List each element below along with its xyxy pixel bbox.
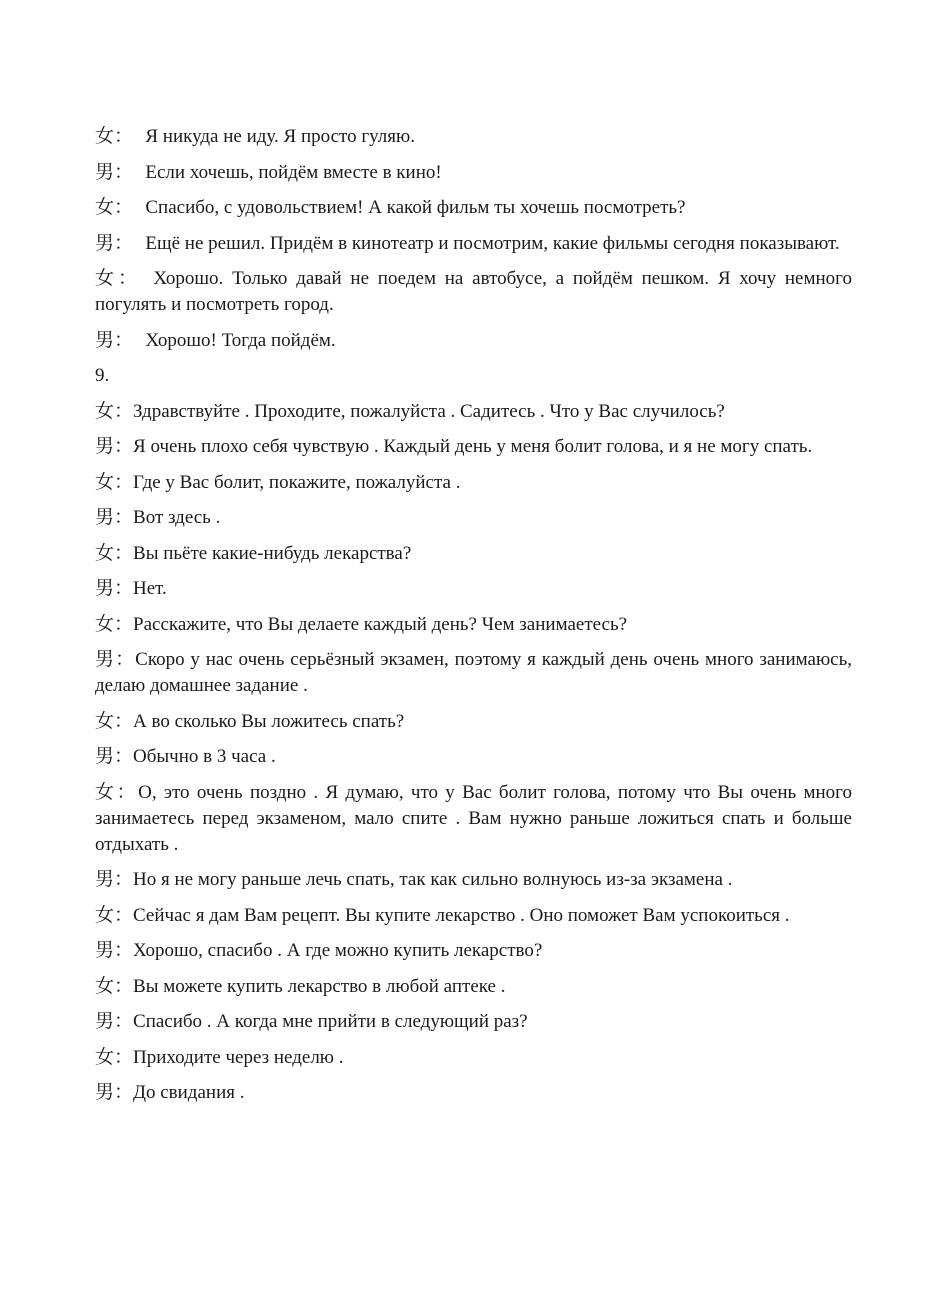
line-text: Хорошо, спасибо . А где можно купить лекарство? (133, 940, 543, 961)
line-text: Где у Вас болит, покажите, пожалуйста . (133, 471, 461, 493)
dialogue-line (95, 434, 852, 460)
line-text: А во сколько Вы ложитесь спать? (133, 710, 405, 732)
dialogue-line (95, 1045, 852, 1071)
speaker-label: 男： (95, 161, 134, 183)
speaker-label: 女： (95, 197, 134, 218)
speaker-label: 男： (95, 940, 134, 961)
line-text: Нет. (133, 578, 167, 599)
speaker-label: 女： (95, 781, 139, 803)
dialogue-line (95, 160, 852, 186)
dialogue-a (95, 124, 852, 354)
dialogue-b (95, 399, 852, 1107)
dialogue-line (95, 1009, 852, 1035)
dialogue-line (95, 195, 852, 221)
speaker-label: 女： (95, 1046, 134, 1068)
document-page (95, 124, 852, 1116)
speaker-label: 女： (95, 904, 134, 926)
line-text: Приходите через неделю . (133, 1046, 344, 1068)
dialogue-line (95, 1080, 852, 1106)
dialogue-line (95, 470, 852, 496)
speaker-label: 女： (95, 400, 134, 422)
dialogue-line (95, 231, 852, 257)
dialogue-line (95, 744, 852, 770)
speaker-label: 女： (95, 268, 142, 289)
speaker-label: 男： (95, 869, 134, 890)
speaker-label: 男： (95, 507, 134, 528)
line-text: Я никуда не иду. Я просто гуляю. (145, 126, 415, 147)
line-text: Спасибо . А когда мне прийти в следующий раз? (133, 1011, 528, 1032)
dialogue-line (95, 709, 852, 735)
speaker-label: 男： (95, 578, 134, 599)
dialogue-line (95, 780, 852, 858)
speaker-label: 女： (95, 542, 134, 564)
line-text: Ещё не решил. Придём в кинотеатр и посмотрим, какие фильмы сегодня показывают. (145, 232, 840, 254)
line-text: Вы можете купить лекарство в любой аптеке . (133, 975, 506, 997)
dialogue-line (95, 266, 852, 318)
speaker-label: 女： (95, 126, 134, 147)
line-text: Вот здесь . (133, 507, 221, 528)
line-text: Спасибо, с удовольствием! А какой фильм ты хочешь посмотреть? (145, 197, 686, 218)
line-text: Но я не могу раньше лечь спать, так как сильно волнуюсь из-за экзамена . (133, 869, 733, 890)
dialogue-line (95, 576, 852, 602)
dialogue-line (95, 647, 852, 699)
dialogue-line (95, 867, 852, 893)
line-text: Расскажите, что Вы делаете каждый день? Чем занимаетесь? (133, 613, 628, 635)
dialogue-line (95, 903, 852, 929)
line-text: Хорошо. Только давай не поедем на автобусе, а пойдём пешком. Я хочу немного погулять и посмотреть город. (95, 268, 852, 315)
dialogue-line (95, 328, 852, 354)
speaker-label: 男： (95, 1011, 134, 1032)
line-text: До свидания . (133, 1082, 245, 1103)
speaker-label: 男： (95, 232, 134, 254)
speaker-label: 男： (95, 1082, 134, 1103)
line-text: Хорошо! Тогда пойдём. (145, 329, 336, 351)
speaker-label: 男： (95, 329, 134, 351)
speaker-label: 男： (95, 649, 136, 670)
dialogue-line (95, 974, 852, 1000)
speaker-label: 男： (95, 436, 134, 457)
dialogue-line (95, 612, 852, 638)
speaker-label: 女： (95, 710, 134, 732)
speaker-label: 男： (95, 746, 134, 767)
dialogue-line (95, 541, 852, 567)
line-text: Обычно в 3 часа . (133, 746, 276, 767)
line-text: Сейчас я дам Вам рецепт. Вы купите лекарство . Оно поможет Вам успокоиться . (133, 904, 790, 926)
dialogue-line (95, 938, 852, 964)
speaker-label: 女： (95, 613, 134, 635)
line-text: Скоро у нас очень серьёзный экзамен, поэтому я каждый день очень много занимаюсь, делаю домашнее задание . (95, 649, 852, 696)
line-text: О, это очень поздно . Я думаю, что у Вас болит голова, потому что Вы очень много занимаетесь перед экзаменом, мало спите . Вам нужно раньше ложиться спать и больше отдыхать . (95, 781, 852, 855)
line-text: Я очень плохо себя чувствую . Каждый день у меня болит голова, и я не могу спать. (133, 436, 813, 457)
section-number: 9. (95, 365, 110, 386)
line-text: Здравствуйте . Проходите, пожалуйста . Садитесь . Что у Вас случилось? (133, 400, 725, 422)
dialogue-line (95, 505, 852, 531)
speaker-label: 女： (95, 471, 134, 493)
line-text: Если хочешь, пойдём вместе в кино! (145, 161, 442, 183)
dialogue-line (95, 399, 852, 425)
speaker-label: 女： (95, 975, 134, 997)
dialogue-line (95, 124, 852, 150)
line-text: Вы пьёте какие-нибудь лекарства? (133, 542, 412, 564)
